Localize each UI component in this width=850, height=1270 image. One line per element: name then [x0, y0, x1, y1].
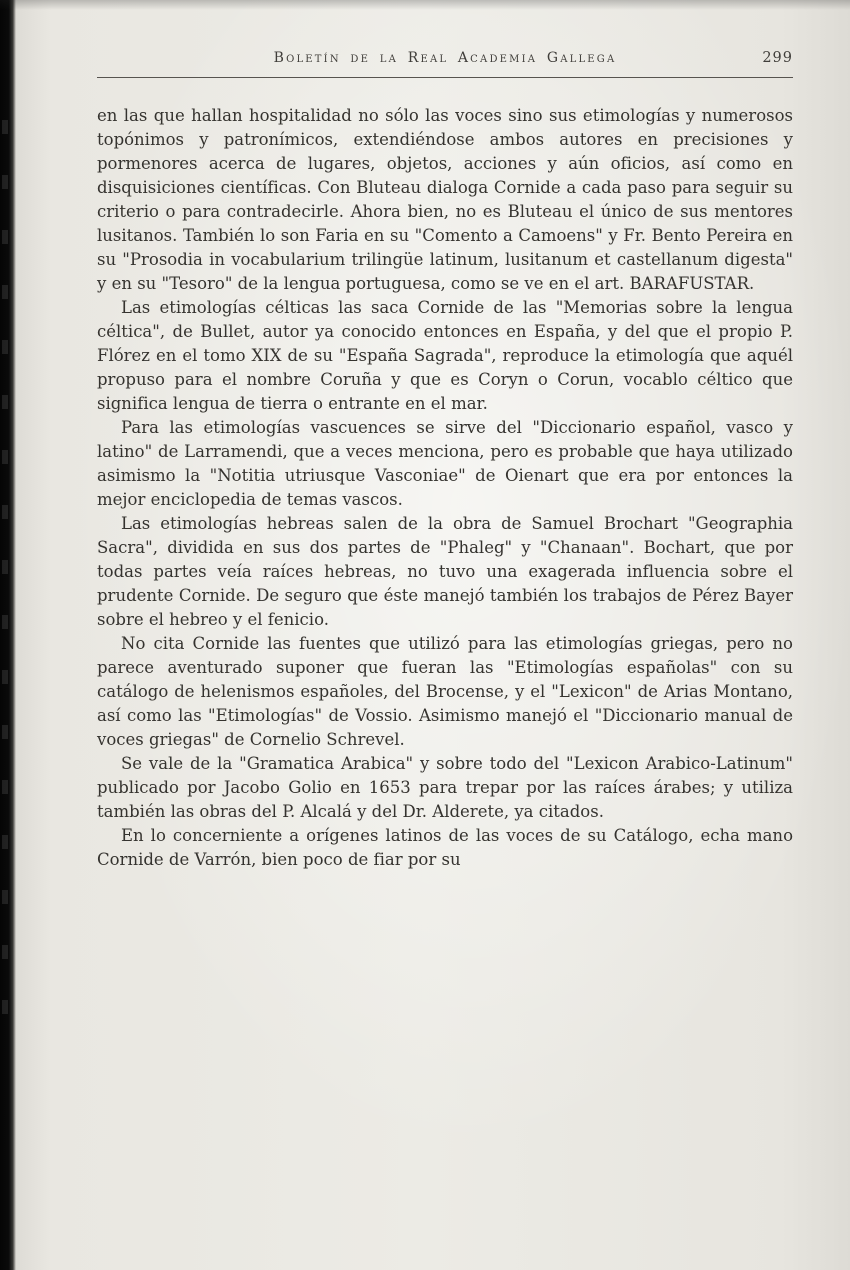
paragraph: Para las etimologías vascuences se sirve del "Diccionario español, vasco y latino" de Larramendi, que a veces menciona, pero es probable que haya utilizado asimismo la "Notitia utriusque Vasconiae" de Oienart que era por entonces la mejor enciclopedia de temas vascos. [97, 418, 793, 509]
paragraph: Se vale de la "Gramatica Arabica" y sobre todo del "Lexicon Arabico-Latinum" publicado por Jacobo Golio en 1653 para trepar por las raíces árabes; y utiliza también las obras del P. Alcalá y del Dr. Alderete, ya citados. [97, 754, 793, 821]
paragraph: Las etimologías célticas las saca Cornide de las "Memorias sobre la lengua céltica", de Bullet, autor ya conocido entonces en España, y del que el propio P. Flórez en el tomo XIX de su "España Sagrada", reproduce la etimología que aquél propuso para el nombre Coruña y que es Coryn o Corun, vocablo céltico que significa lengua de tierra o entrante en el mar. [97, 298, 793, 413]
page-number: 299 [762, 50, 793, 66]
paragraph: Las etimologías hebreas salen de la obra de Samuel Brochart "Geographia Sacra", dividida en sus dos partes de "Phaleg" y "Chanaan". Bochart, que por todas partes veía raíces hebreas, no tuvo una exagerada influencia sobre el prudente Cornide. De seguro que éste manejó también los trabajos de Pérez Bayer sobre el hebreo y el fenicio. [97, 514, 793, 629]
paragraph: No cita Cornide las fuentes que utilizó para las etimologías griegas, pero no parece aventurado suponer que fueran las "Etimologías españolas" con su catálogo de helenismos españoles, del Brocense, y el "Lexicon" de Arias Montano, así como las "Etimologías" de Vossio. Asimismo manejó el "Diccionario manual de voces griegas" de Cornelio Schrevel. [97, 634, 793, 749]
book-binding-shadow [0, 0, 16, 1270]
page-body [97, 104, 793, 872]
paragraph: en las que hallan hospitalidad no sólo las voces sino sus etimologías y numerosos topónimos y patronímicos, extendiéndose ambos autores en precisiones y pormenores acerca de lugares, objetos, acciones y aún oficios, así como en disquisiciones científicas. Con Bluteau dialoga Cornide a cada paso para seguir su criterio o para contradecirle. Ahora bien, no es Bluteau el único de sus mentores lusitanos. También lo son Faria en su "Comento a Camoens" y Fr. Bento Pereira en su "Prosodia in vocabularium trilingüe latinum, lusitanum et castellanum digesta" y en su "Tesoro" de la lengua portuguesa, como se ve en el art. BARAFUSTAR. [97, 106, 793, 293]
page-header [97, 50, 793, 70]
paragraph: En lo concerniente a orígenes latinos de las voces de su Catálogo, echa mano Cornide de Varrón, bien poco de fiar por su [97, 826, 793, 869]
page-content [97, 0, 793, 872]
header-rule [97, 77, 793, 78]
journal-title: Boletín de la Real Academia Gallega [273, 50, 617, 66]
